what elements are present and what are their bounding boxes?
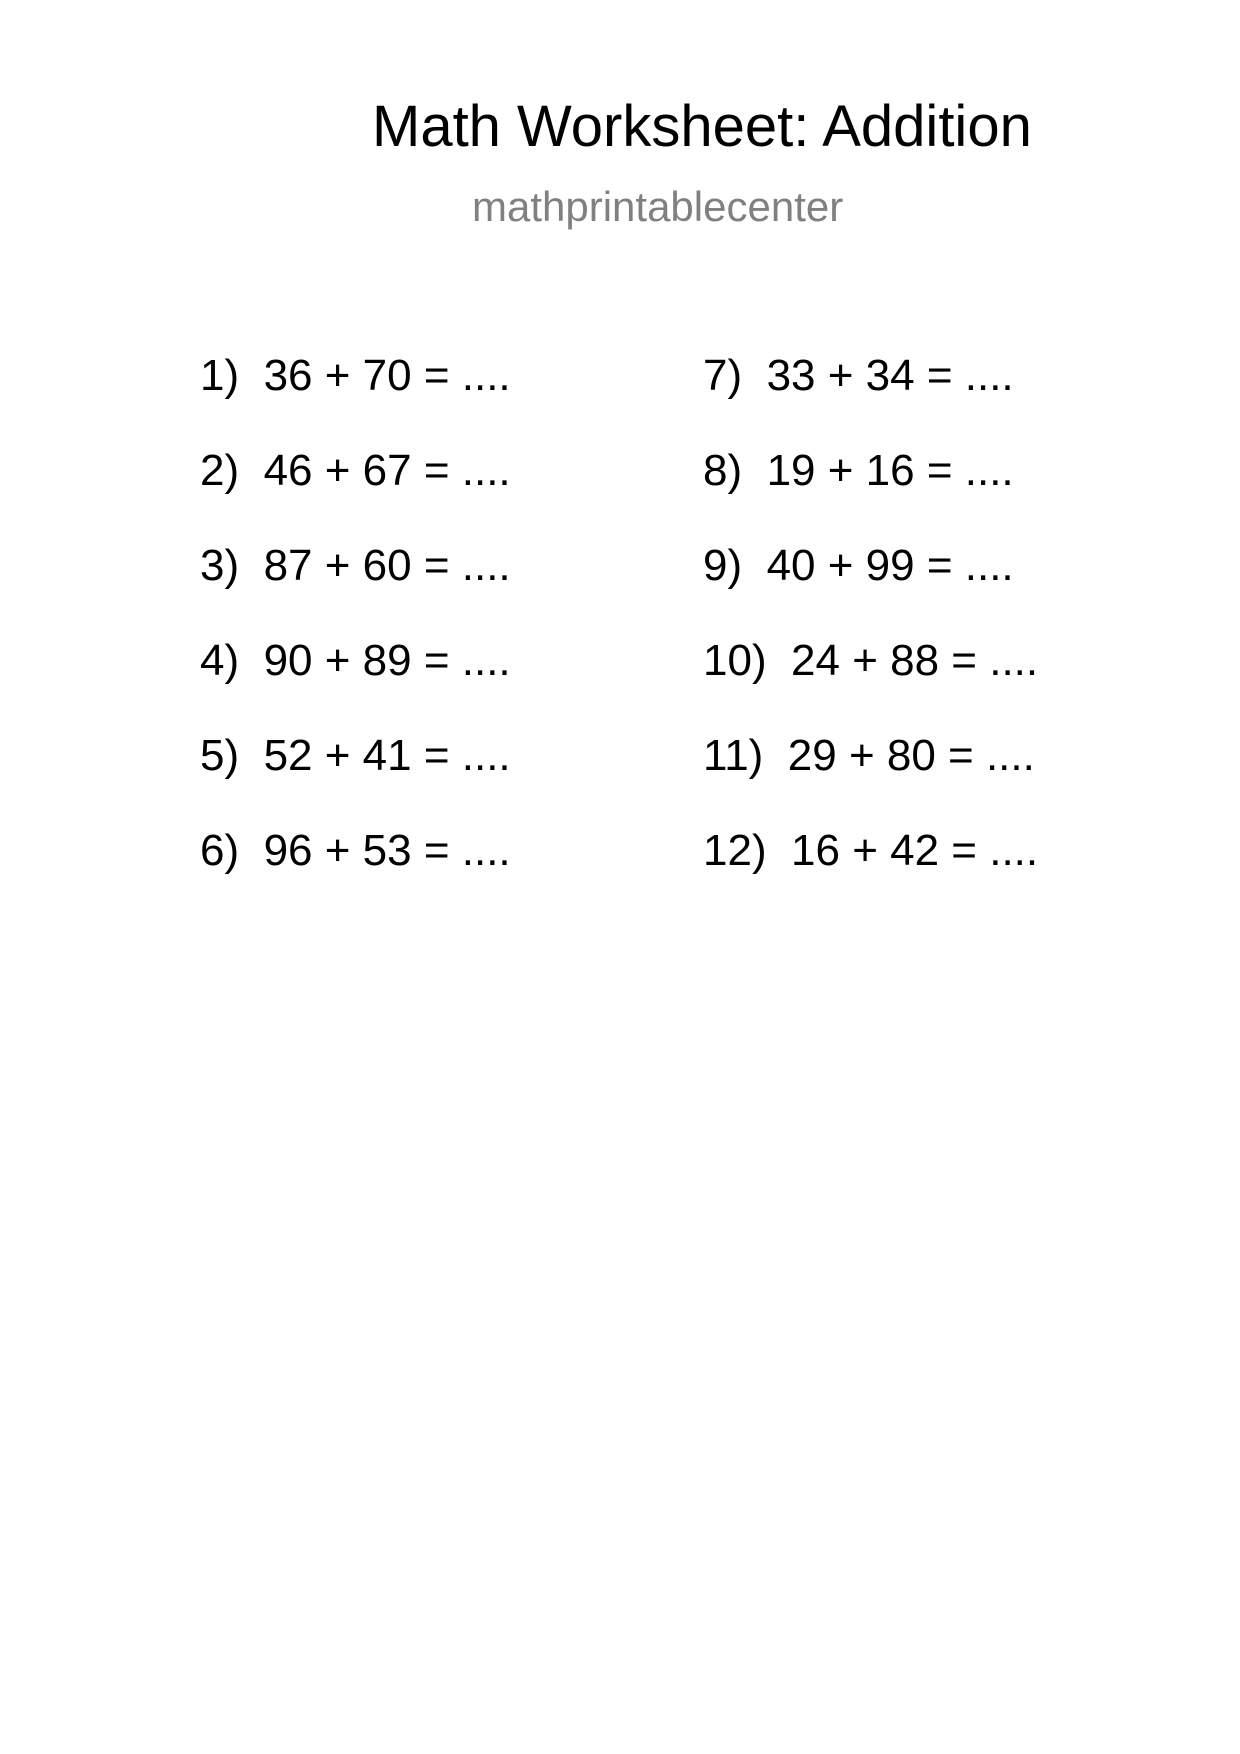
problem-6: 6) 96 + 53 = .... [200, 826, 511, 875]
problem-9: 9) 40 + 99 = .... [703, 541, 1014, 590]
problem-4: 4) 90 + 89 = .... [200, 636, 511, 685]
problem-1: 1) 36 + 70 = .... [200, 351, 511, 400]
problem-column-left [200, 351, 511, 924]
problem-column-right [703, 351, 1039, 924]
problem-11: 11) 29 + 80 = .... [703, 731, 1035, 780]
problem-12: 12) 16 + 42 = .... [703, 826, 1039, 875]
problem-5: 5) 52 + 41 = .... [200, 731, 511, 780]
worksheet-title: Math Worksheet: Addition [372, 94, 1032, 159]
problem-10: 10) 24 + 88 = .... [703, 636, 1039, 685]
problem-7: 7) 33 + 34 = .... [703, 351, 1014, 400]
worksheet-subtitle: mathprintablecenter [472, 183, 844, 230]
problem-2: 2) 46 + 67 = .... [200, 446, 511, 495]
problem-3: 3) 87 + 60 = .... [200, 541, 511, 590]
problem-8: 8) 19 + 16 = .... [703, 446, 1014, 495]
